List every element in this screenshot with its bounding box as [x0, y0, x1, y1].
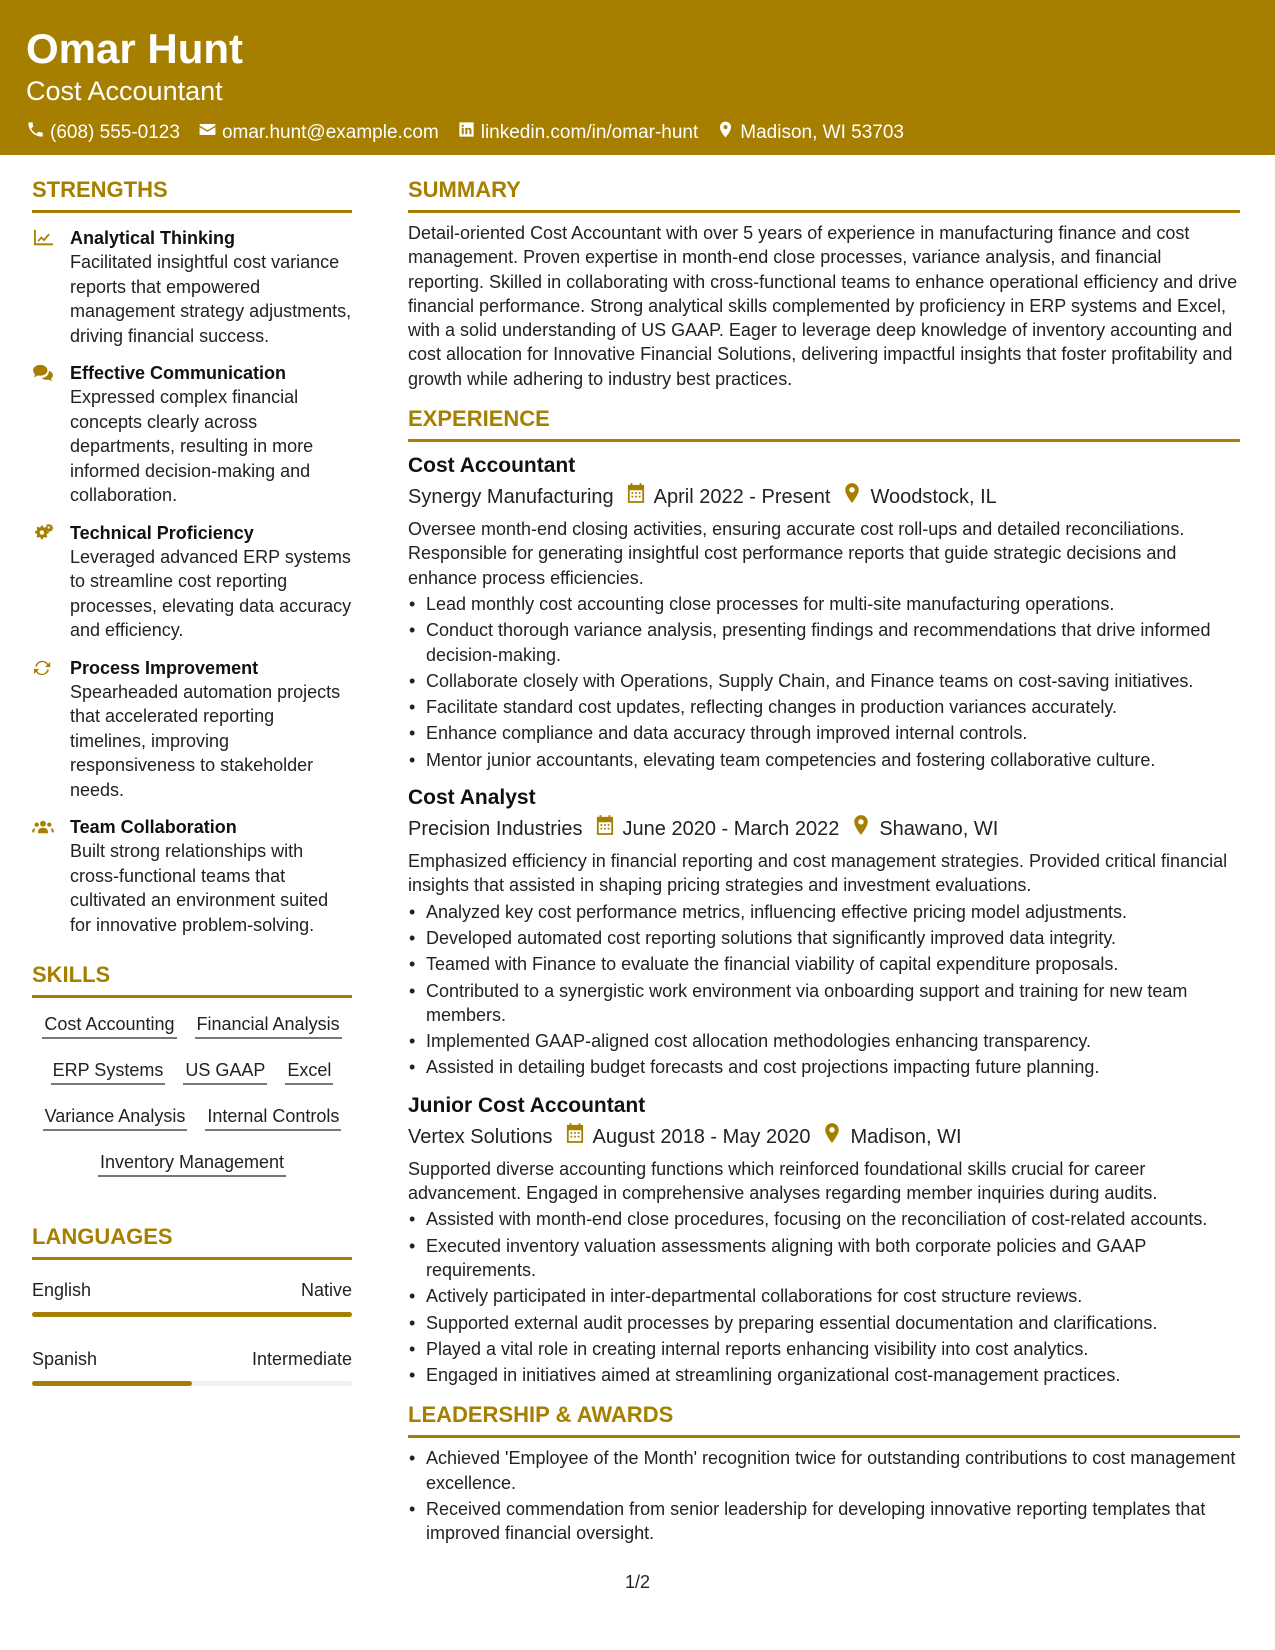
list-item: • Developed automated cost reporting solutions that significantly improved data integrity.: [426, 926, 1240, 950]
job-location: Woodstock, IL: [870, 486, 997, 509]
list-item: • Executed inventory valuation assessments aligning with both corporate policies and GAAP requirements.: [426, 1234, 1240, 1283]
strength-desc: Built strong relationships with cross-functional teams that cultivated an environment suited for innovative problem-solving.: [70, 841, 329, 935]
skills-list: [32, 998, 352, 1177]
line-chart-icon: [32, 226, 70, 348]
strength-desc: Spearheaded automation projects that accelerated reporting timelines, improving responsiveness to stakeholder needs.: [70, 681, 341, 800]
map-marker-icon: [843, 483, 861, 511]
phone-icon: [26, 120, 45, 146]
calendar-icon: [627, 483, 645, 511]
job-entry: [408, 784, 1240, 1080]
map-marker-icon: [716, 120, 735, 146]
job-title: Cost Analyst: [408, 786, 536, 810]
list-item: • Facilitate standard cost updates, reflecting changes in production variances accurately.: [426, 695, 1240, 719]
strength-item: [32, 521, 352, 643]
job-title: Junior Cost Accountant: [408, 1093, 646, 1117]
strength-desc: Leveraged advanced ERP systems to streamline cost reporting processes, elevating data accuracy and efficiency.: [70, 546, 352, 640]
calendar-icon: [566, 1123, 584, 1151]
job-description: Supported diverse accounting functions which reinforced foundational skills crucial for career advancement. Engaged in comprehensive analyses regarding member inquiries during audits.: [408, 1158, 1158, 1204]
contact-location: [716, 120, 904, 146]
contact-email[interactable]: [198, 120, 439, 146]
sync-icon: [32, 656, 70, 803]
candidate-role: Cost Accountant: [26, 76, 223, 106]
job-dates: June 2020 - March 2022: [622, 818, 840, 841]
list-item: • Analyzed key cost performance metrics, influencing effective pricing model adjustments.: [426, 900, 1240, 924]
leadership-bullets: [426, 1446, 1240, 1545]
gears-icon: [32, 521, 70, 643]
job-location: Shawano, WI: [879, 818, 999, 841]
language-level-fill: [32, 1312, 352, 1317]
list-item: • Implemented GAAP-aligned cost allocation methodologies enhancing transparency.: [426, 1029, 1240, 1053]
job-dates: August 2018 - May 2020: [592, 1125, 811, 1148]
comments-icon: [32, 361, 70, 508]
page-number: 1/2: [624, 1572, 651, 1592]
strength-item: [32, 361, 352, 508]
location-text: Madison, WI 53703: [740, 122, 904, 143]
strength-title: Effective Communication: [70, 363, 287, 383]
phone-text: (608) 555-0123: [50, 122, 180, 143]
list-item: • Received commendation from senior leadership for developing innovative reporting templates that improved financial oversight.: [426, 1497, 1240, 1546]
strength-title: Technical Proficiency: [70, 522, 254, 543]
skill-tag: Variance Analysis: [43, 1104, 188, 1131]
job-company: Vertex Solutions: [408, 1125, 553, 1148]
job-bullets: [426, 592, 1240, 772]
list-item: • Contributed to a synergistic work environment via onboarding support and training for new team members.: [426, 979, 1240, 1028]
job-company: Precision Industries: [408, 818, 583, 841]
job-description: Oversee month-end closing activities, ensuring accurate cost roll-ups and detailed reconciliations. Responsible for generating insightful cost performance reports that guide strategic decisions and enhance process efficiencies.: [408, 519, 1185, 588]
linkedin-text: linkedin.com/in/omar-hunt: [480, 122, 699, 143]
contact-linkedin[interactable]: [457, 120, 699, 146]
job-dates: April 2022 - Present: [653, 486, 831, 509]
language-level-bar: [32, 1381, 352, 1386]
right-column: [408, 176, 1240, 1546]
job-bullets: [426, 1207, 1240, 1387]
leadership-title: LEADERSHIP & AWARDS: [408, 1401, 1240, 1438]
job-location: Madison, WI: [850, 1125, 962, 1148]
job-title: Cost Accountant: [408, 454, 576, 478]
left-column: [32, 176, 352, 1386]
language-level-bar: [32, 1312, 352, 1317]
language-name: Spanish: [32, 1349, 98, 1369]
language-level-fill: [32, 1381, 192, 1386]
job-entry: [408, 1092, 1240, 1388]
list-item: • Engaged in initiatives aimed at streamlining organizational cost-management practices.: [426, 1363, 1240, 1387]
list-item: • Achieved 'Employee of the Month' recognition twice for outstanding contributions to cost management excellence.: [426, 1446, 1240, 1495]
map-marker-icon: [823, 1123, 841, 1151]
linkedin-icon: [457, 120, 476, 146]
skill-tag: Excel: [285, 1058, 333, 1085]
summary-title: SUMMARY: [408, 176, 1240, 213]
strength-title: Process Improvement: [70, 657, 259, 678]
list-item: • Assisted with month-end close procedures, focusing on the reconciliation of cost-related accounts.: [426, 1207, 1240, 1231]
skill-tag: Financial Analysis: [195, 1012, 342, 1039]
job-company: Synergy Manufacturing: [408, 486, 614, 509]
strength-desc: Expressed complex financial concepts clearly across departments, resulting in more informed decision-making and collaboration.: [70, 387, 314, 505]
job-description: Emphasized efficiency in financial reporting and cost management strategies. Provided critical financial insights that assisted in shaping pricing strategies and investment evaluations.: [408, 851, 1228, 896]
list-item: • Conduct thorough variance analysis, presenting findings and recommendations that drive informed decision-making.: [426, 618, 1240, 667]
summary-text: Detail-oriented Cost Accountant with over 5 years of experience in manufacturing finance and cost management. Proven expertise in month-end close processes, variance analysis, and financial reporting. Skilled in collaborating with cross-functional teams to enhance operational efficiency and drive financial performance. Strong analytical skills complemented by proficiency in ERP systems and Excel, with a solid understanding of US GAAP. Eager to leverage deep knowledge of inventory accounting and cost allocation for Innovative Financial Solutions, delivering impactful insights that foster profitability and growth while adhering to industry best practices.: [408, 223, 1238, 389]
list-item: • Enhance compliance and data accuracy through improved internal controls.: [426, 721, 1240, 745]
language-item: [32, 1278, 352, 1317]
email-text: omar.hunt@example.com: [221, 122, 439, 143]
job-bullets: [426, 900, 1240, 1080]
strengths-title: STRENGTHS: [32, 176, 352, 213]
skills-title: SKILLS: [32, 961, 352, 998]
envelope-icon: [198, 120, 217, 146]
language-level: Native: [300, 1280, 352, 1300]
strength-item: [32, 815, 352, 937]
strength-title: Analytical Thinking: [70, 228, 236, 248]
list-item: • Collaborate closely with Operations, Supply Chain, and Finance teams on cost-saving initiatives.: [426, 669, 1240, 693]
skill-tag: US GAAP: [183, 1058, 267, 1085]
skill-tag: Internal Controls: [205, 1104, 341, 1131]
skill-tag: ERP Systems: [51, 1058, 166, 1085]
language-level: Intermediate: [251, 1349, 352, 1369]
strength-item: [32, 656, 352, 803]
list-item: • Played a vital role in creating internal reports enhancing visibility into cost analytics.: [426, 1337, 1240, 1361]
strength-title: Team Collaboration: [70, 817, 237, 837]
calendar-icon: [596, 815, 614, 843]
language-name: English: [32, 1280, 92, 1300]
strength-item: [32, 226, 352, 348]
language-item: [32, 1347, 352, 1386]
contact-bar: [26, 120, 1249, 146]
list-item: • Teamed with Finance to evaluate the financial viability of capital expenditure proposals.: [426, 952, 1240, 976]
contact-phone[interactable]: [26, 120, 180, 146]
list-item: • Supported external audit processes by preparing essential documentation and clarifications.: [426, 1311, 1240, 1335]
map-marker-icon: [852, 815, 870, 843]
users-icon: [32, 815, 70, 937]
list-item: • Assisted in detailing budget forecasts and cost projections impacting future planning.: [426, 1055, 1240, 1079]
list-item: • Mentor junior accountants, elevating team competencies and fostering collaborative culture.: [426, 748, 1240, 772]
skill-tag: Inventory Management: [98, 1150, 286, 1177]
list-item: • Actively participated in inter-departmental collaborations for cost structure reviews.: [426, 1284, 1240, 1308]
candidate-name: Omar Hunt: [26, 25, 244, 72]
job-entry: [408, 452, 1240, 772]
strength-desc: Facilitated insightful cost variance reports that empowered management strategy adjustments, driving financial success.: [70, 252, 352, 346]
languages-title: LANGUAGES: [32, 1223, 352, 1260]
experience-title: EXPERIENCE: [408, 405, 1240, 442]
skill-tag: Cost Accounting: [42, 1012, 176, 1039]
list-item: • Lead monthly cost accounting close processes for multi-site manufacturing operations.: [426, 592, 1240, 616]
header: [0, 0, 1275, 155]
